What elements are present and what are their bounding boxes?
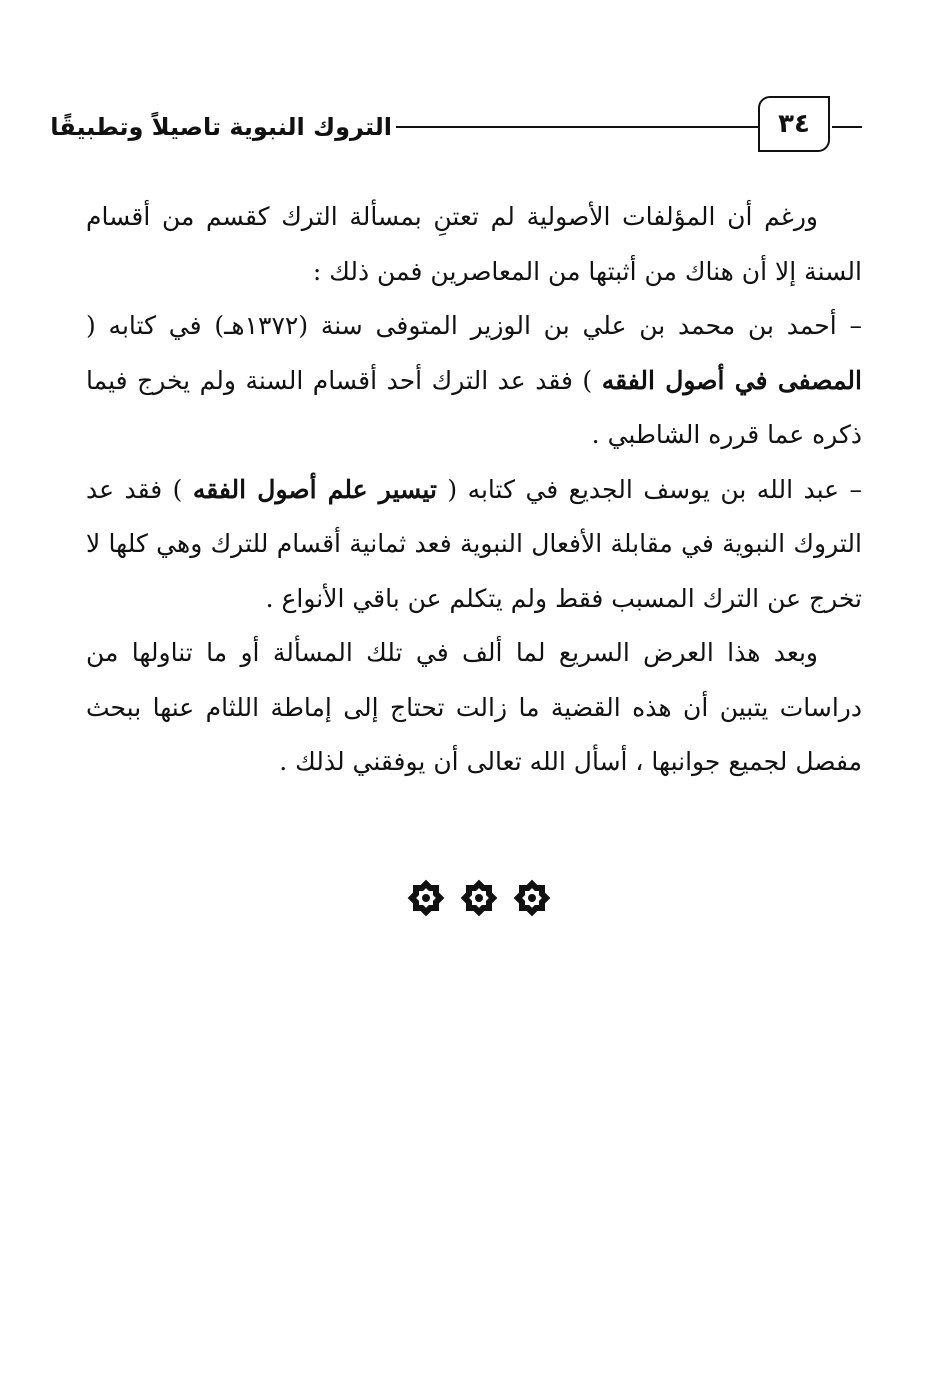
paragraph-conclusion: وبعد هذا العرض السريع لما ألف في تلك المسألة أو ما تناولها من دراسات يتبين أن هذه القضية ما زالت تحتاج إلى إماطة اللثام عنها ببحث مفصل لجميع جوانبها ، أسأل الله تعالى أن يوفقني لذلك . bbox=[86, 638, 862, 776]
section-end-ornament bbox=[404, 876, 554, 920]
book-title-mustasfa: المصفى في أصول الفقه bbox=[601, 365, 862, 395]
item-2-text-start: – عبد الله بن يوسف الجديع في كتابه ( bbox=[436, 474, 862, 504]
header-rule bbox=[396, 126, 758, 128]
star-ornament-icon bbox=[404, 876, 448, 920]
item-1-text-start: – أحمد بن محمد بن علي بن الوزير المتوفى سنة (١٣٧٢هـ) في كتابه ( bbox=[86, 311, 862, 340]
page-number bbox=[758, 96, 830, 152]
paragraph-item-2 bbox=[86, 463, 862, 627]
page-header bbox=[0, 92, 938, 162]
star-ornament-icon bbox=[510, 876, 554, 920]
item-2-text-end: ) فقد عد التروك النبوية في مقابلة الأفعال النبوية فعد ثمانية أقسام للترك وهي كلها لا تخرج عن الترك المسبب فقط ولم يتكلم عن باقي الأنواع . bbox=[86, 474, 862, 613]
item-1-text-end: ) فقد عد الترك أحد أقسام السنة ولم يخرج فيما ذكره عما قرره الشاطبي . bbox=[86, 365, 862, 449]
paragraph-item-1 bbox=[86, 299, 862, 463]
page-number-text: ٣٤ bbox=[778, 109, 810, 139]
paragraph-intro: ورغم أن المؤلفات الأصولية لم تعتنِ بمسألة الترك كقسم من أقسام السنة إلا أن هناك من أثبتها من المعاصرين فمن ذلك : bbox=[86, 202, 862, 286]
star-ornament-icon bbox=[457, 876, 501, 920]
page-body bbox=[86, 190, 862, 790]
book-title-taysir: تيسير علم أصول الفقه bbox=[192, 474, 437, 504]
running-title: التروك النبوية تاصيلاً وتطبيقًا bbox=[50, 113, 392, 141]
header-rule-end bbox=[832, 126, 862, 128]
